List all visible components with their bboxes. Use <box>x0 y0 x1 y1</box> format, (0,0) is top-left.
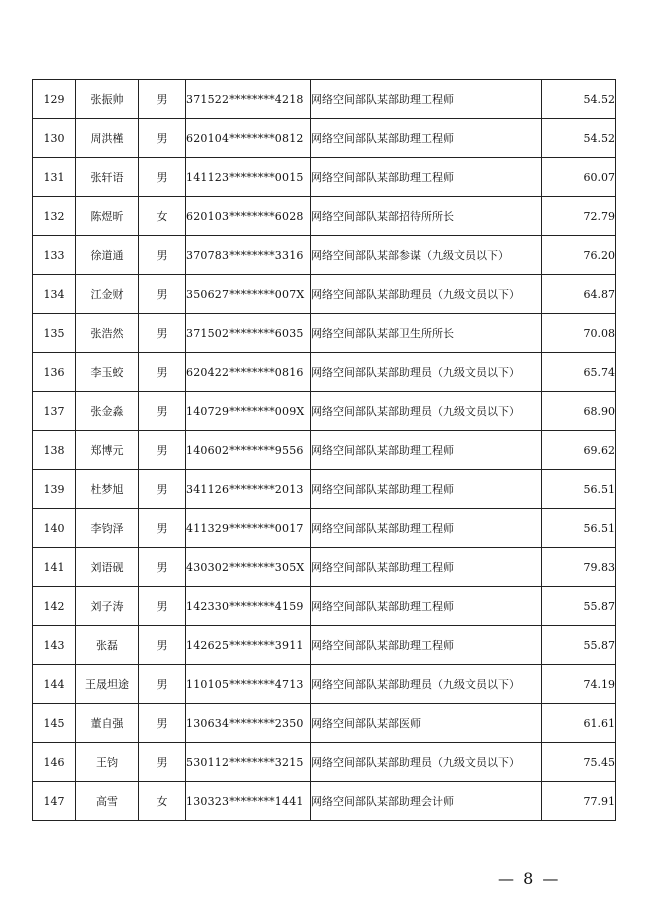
table-row <box>33 80 616 119</box>
id-number-cell: 371502********6035 <box>186 314 311 353</box>
row-number-cell: 135 <box>33 314 76 353</box>
score-cell: 56.51 <box>542 509 616 548</box>
position-cell: 网络空间部队某部助理工程师 <box>311 80 542 119</box>
row-number-cell: 129 <box>33 80 76 119</box>
id-number-cell: 620104********0812 <box>186 119 311 158</box>
row-number-cell: 139 <box>33 470 76 509</box>
id-number-cell: 141123********0015 <box>186 158 311 197</box>
gender-cell: 男 <box>139 275 186 314</box>
id-number-cell: 430302********305X <box>186 548 311 587</box>
name-cell: 张浩然 <box>76 314 139 353</box>
score-cell: 64.87 <box>542 275 616 314</box>
name-cell: 李玉蛟 <box>76 353 139 392</box>
row-number-cell: 134 <box>33 275 76 314</box>
row-number-cell: 147 <box>33 782 76 821</box>
table-body <box>33 80 616 821</box>
table-row <box>33 626 616 665</box>
page-number: — 8 — <box>498 869 561 888</box>
row-number-cell: 141 <box>33 548 76 587</box>
table-row <box>33 548 616 587</box>
name-cell: 张轩语 <box>76 158 139 197</box>
id-number-cell: 142625********3911 <box>186 626 311 665</box>
table-row <box>33 587 616 626</box>
row-number-cell: 138 <box>33 431 76 470</box>
score-cell: 65.74 <box>542 353 616 392</box>
name-cell: 张振帅 <box>76 80 139 119</box>
row-number-cell: 142 <box>33 587 76 626</box>
position-cell: 网络空间部队某部招待所所长 <box>311 197 542 236</box>
row-number-cell: 136 <box>33 353 76 392</box>
row-number-cell: 131 <box>33 158 76 197</box>
score-cell: 68.90 <box>542 392 616 431</box>
score-cell: 74.19 <box>542 665 616 704</box>
table-row <box>33 314 616 353</box>
gender-cell: 男 <box>139 158 186 197</box>
position-cell: 网络空间部队某部助理工程师 <box>311 119 542 158</box>
table-row <box>33 236 616 275</box>
gender-cell: 男 <box>139 236 186 275</box>
name-cell: 杜梦旭 <box>76 470 139 509</box>
id-number-cell: 341126********2013 <box>186 470 311 509</box>
table-row <box>33 509 616 548</box>
position-cell: 网络空间部队某部助理工程师 <box>311 470 542 509</box>
row-number-cell: 144 <box>33 665 76 704</box>
id-number-cell: 620103********6028 <box>186 197 311 236</box>
row-number-cell: 146 <box>33 743 76 782</box>
gender-cell: 男 <box>139 353 186 392</box>
score-cell: 55.87 <box>542 626 616 665</box>
position-cell: 网络空间部队某部助理员（九级文员以下） <box>311 275 542 314</box>
position-cell: 网络空间部队某部助理会计师 <box>311 782 542 821</box>
position-cell: 网络空间部队某部助理工程师 <box>311 626 542 665</box>
row-number-cell: 137 <box>33 392 76 431</box>
gender-cell: 男 <box>139 704 186 743</box>
id-number-cell: 140729********009X <box>186 392 311 431</box>
gender-cell: 男 <box>139 80 186 119</box>
score-cell: 77.91 <box>542 782 616 821</box>
name-cell: 周洪槿 <box>76 119 139 158</box>
gender-cell: 男 <box>139 392 186 431</box>
gender-cell: 女 <box>139 197 186 236</box>
name-cell: 王钧 <box>76 743 139 782</box>
table-row <box>33 392 616 431</box>
name-cell: 董自强 <box>76 704 139 743</box>
name-cell: 江金财 <box>76 275 139 314</box>
position-cell: 网络空间部队某部助理员（九级文员以下） <box>311 353 542 392</box>
id-number-cell: 110105********4713 <box>186 665 311 704</box>
row-number-cell: 130 <box>33 119 76 158</box>
table-row <box>33 704 616 743</box>
score-cell: 75.45 <box>542 743 616 782</box>
table-row <box>33 431 616 470</box>
position-cell: 网络空间部队某部助理工程师 <box>311 158 542 197</box>
position-cell: 网络空间部队某部助理工程师 <box>311 587 542 626</box>
id-number-cell: 350627********007X <box>186 275 311 314</box>
id-number-cell: 530112********3215 <box>186 743 311 782</box>
id-number-cell: 130634********2350 <box>186 704 311 743</box>
name-cell: 李钧泽 <box>76 509 139 548</box>
id-number-cell: 140602********9556 <box>186 431 311 470</box>
gender-cell: 男 <box>139 743 186 782</box>
gender-cell: 男 <box>139 626 186 665</box>
gender-cell: 男 <box>139 665 186 704</box>
table-row <box>33 743 616 782</box>
score-cell: 55.87 <box>542 587 616 626</box>
id-number-cell: 142330********4159 <box>186 587 311 626</box>
candidate-table <box>32 79 616 821</box>
position-cell: 网络空间部队某部助理员（九级文员以下） <box>311 665 542 704</box>
id-number-cell: 130323********1441 <box>186 782 311 821</box>
gender-cell: 男 <box>139 431 186 470</box>
name-cell: 刘子涛 <box>76 587 139 626</box>
table-row <box>33 782 616 821</box>
position-cell: 网络空间部队某部助理工程师 <box>311 431 542 470</box>
table-row <box>33 158 616 197</box>
name-cell: 徐道通 <box>76 236 139 275</box>
name-cell: 高雪 <box>76 782 139 821</box>
position-cell: 网络空间部队某部助理工程师 <box>311 548 542 587</box>
score-cell: 70.08 <box>542 314 616 353</box>
score-cell: 54.52 <box>542 80 616 119</box>
name-cell: 张磊 <box>76 626 139 665</box>
id-number-cell: 411329********0017 <box>186 509 311 548</box>
table-row <box>33 665 616 704</box>
row-number-cell: 132 <box>33 197 76 236</box>
position-cell: 网络空间部队某部助理员（九级文员以下） <box>311 743 542 782</box>
row-number-cell: 143 <box>33 626 76 665</box>
position-cell: 网络空间部队某部参谋（九级文员以下） <box>311 236 542 275</box>
table-row <box>33 353 616 392</box>
gender-cell: 男 <box>139 314 186 353</box>
name-cell: 郑博元 <box>76 431 139 470</box>
score-cell: 56.51 <box>542 470 616 509</box>
gender-cell: 女 <box>139 782 186 821</box>
score-cell: 54.52 <box>542 119 616 158</box>
gender-cell: 男 <box>139 548 186 587</box>
score-cell: 76.20 <box>542 236 616 275</box>
id-number-cell: 620422********0816 <box>186 353 311 392</box>
score-cell: 60.07 <box>542 158 616 197</box>
table-row <box>33 197 616 236</box>
id-number-cell: 371522********4218 <box>186 80 311 119</box>
score-cell: 69.62 <box>542 431 616 470</box>
position-cell: 网络空间部队某部助理工程师 <box>311 509 542 548</box>
score-cell: 79.83 <box>542 548 616 587</box>
table-row <box>33 119 616 158</box>
score-cell: 72.79 <box>542 197 616 236</box>
id-number-cell: 370783********3316 <box>186 236 311 275</box>
row-number-cell: 133 <box>33 236 76 275</box>
position-cell: 网络空间部队某部医师 <box>311 704 542 743</box>
position-cell: 网络空间部队某部卫生所所长 <box>311 314 542 353</box>
name-cell: 张金淼 <box>76 392 139 431</box>
table-row <box>33 470 616 509</box>
gender-cell: 男 <box>139 470 186 509</box>
gender-cell: 男 <box>139 509 186 548</box>
name-cell: 王晟坦途 <box>76 665 139 704</box>
gender-cell: 男 <box>139 587 186 626</box>
score-cell: 61.61 <box>542 704 616 743</box>
position-cell: 网络空间部队某部助理员（九级文员以下） <box>311 392 542 431</box>
row-number-cell: 140 <box>33 509 76 548</box>
table-row <box>33 275 616 314</box>
name-cell: 陈煜昕 <box>76 197 139 236</box>
gender-cell: 男 <box>139 119 186 158</box>
row-number-cell: 145 <box>33 704 76 743</box>
name-cell: 刘语砚 <box>76 548 139 587</box>
